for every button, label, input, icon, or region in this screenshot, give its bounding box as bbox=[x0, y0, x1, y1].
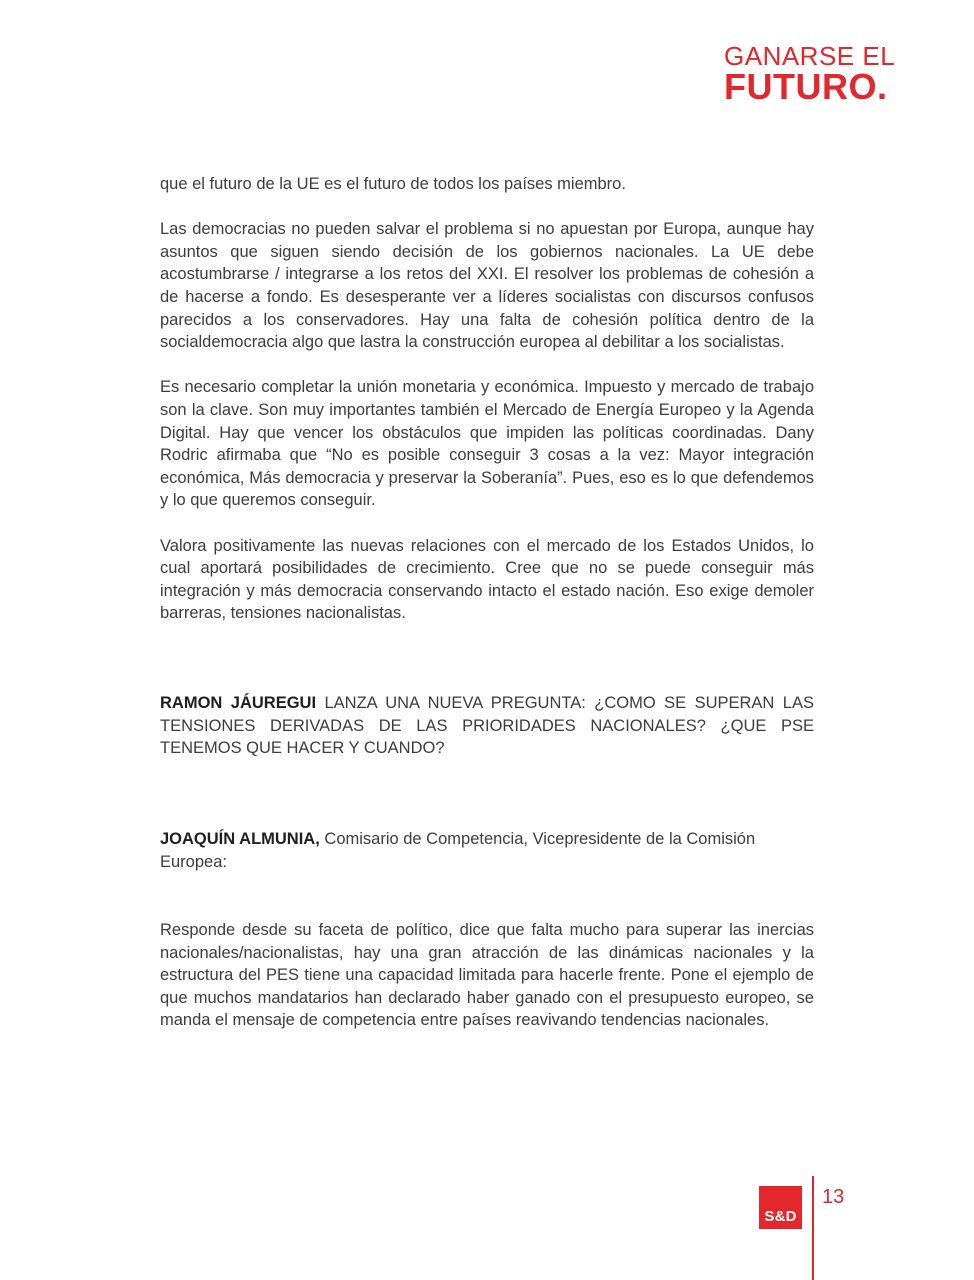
brand-line-2: FUTURO. bbox=[724, 66, 888, 107]
speaker-role: Comisario de Competencia, Vicepresidente de la Comisión Europea: bbox=[160, 830, 756, 871]
footer-divider bbox=[812, 1176, 814, 1280]
answer-paragraph: Responde desde su faceta de político, dice que falta mucho para superar las inercias nacionales/nacionalistas, hay una gran atracción de las dinámicas nacionales y la estructura del PES tiene una capacidad limitada para hacerle frente. Pone el ejemplo de que muchos mandatarios han declarado haber ganado con el presupuesto europeo, se manda el mensaje de competencia entre países reavivando tendencias nacionales. bbox=[160, 921, 814, 1030]
speaker-name: JOAQUÍN ALMUNIA, bbox=[160, 830, 320, 848]
brand-title bbox=[724, 41, 924, 107]
sd-logo: S&D bbox=[759, 1186, 802, 1229]
page-number: 13 bbox=[822, 1186, 845, 1208]
paragraph: Valora positivamente las nuevas relaciones con el mercado de los Estados Unidos, lo cual aportará posibilidades de crecimiento. Cree que no se puede conseguir más integración y más democracia conservando intacto el estado nación. Eso exige demoler barreras, tensiones nacionalistas. bbox=[160, 536, 814, 623]
paragraph: Es necesario completar la unión monetaria y económica. Impuesto y mercado de trabajo son la clave. Son muy importantes también el Mercado de Energía Europeo y la Agenda Digital. Hay que vencer los obstáculos que impiden las políticas coordinadas. Dany Rodric afirmaba que “No es posible conseguir 3 cosas a la vez: Mayor integración económica, Más democracia y preservar la Soberanía”. Pues, eso es lo que defendemos y lo que queremos conseguir. bbox=[160, 378, 814, 510]
body-text bbox=[160, 173, 814, 647]
question-speaker: RAMON JÁUREGUI bbox=[160, 694, 317, 712]
brand-line-1: GANARSE EL bbox=[724, 41, 896, 71]
paragraph: Las democracias no pueden salvar el problema si no apuestan por Europa, aunque hay asuntos que siguen siendo decisión de los gobiernos nacionales. La UE debe acostumbrarse / integrarse a los retos del XXI. El resolver los problemas de cohesión a de hacerse a fondo. Es desesperante ver a líderes socialistas con discursos confusos parecidos a los conservadores. Hay una falta de cohesión política dentro de la socialdemocracia algo que lastra la construcción europea al debilitar a los socialistas. bbox=[160, 220, 814, 352]
paragraph: que el futuro de la UE es el futuro de todos los países miembro. bbox=[160, 175, 626, 193]
question-text: LANZA UNA NUEVA PREGUNTA: ¿COMO SE SUPERAN LAS TENSIONES DERIVADAS DE LAS PRIORIDADES NACIONALES? ¿QUE PSE TENEMOS QUE HACER Y CUANDO? bbox=[160, 694, 814, 758]
question-block bbox=[160, 692, 814, 760]
speaker-intro bbox=[160, 828, 820, 873]
